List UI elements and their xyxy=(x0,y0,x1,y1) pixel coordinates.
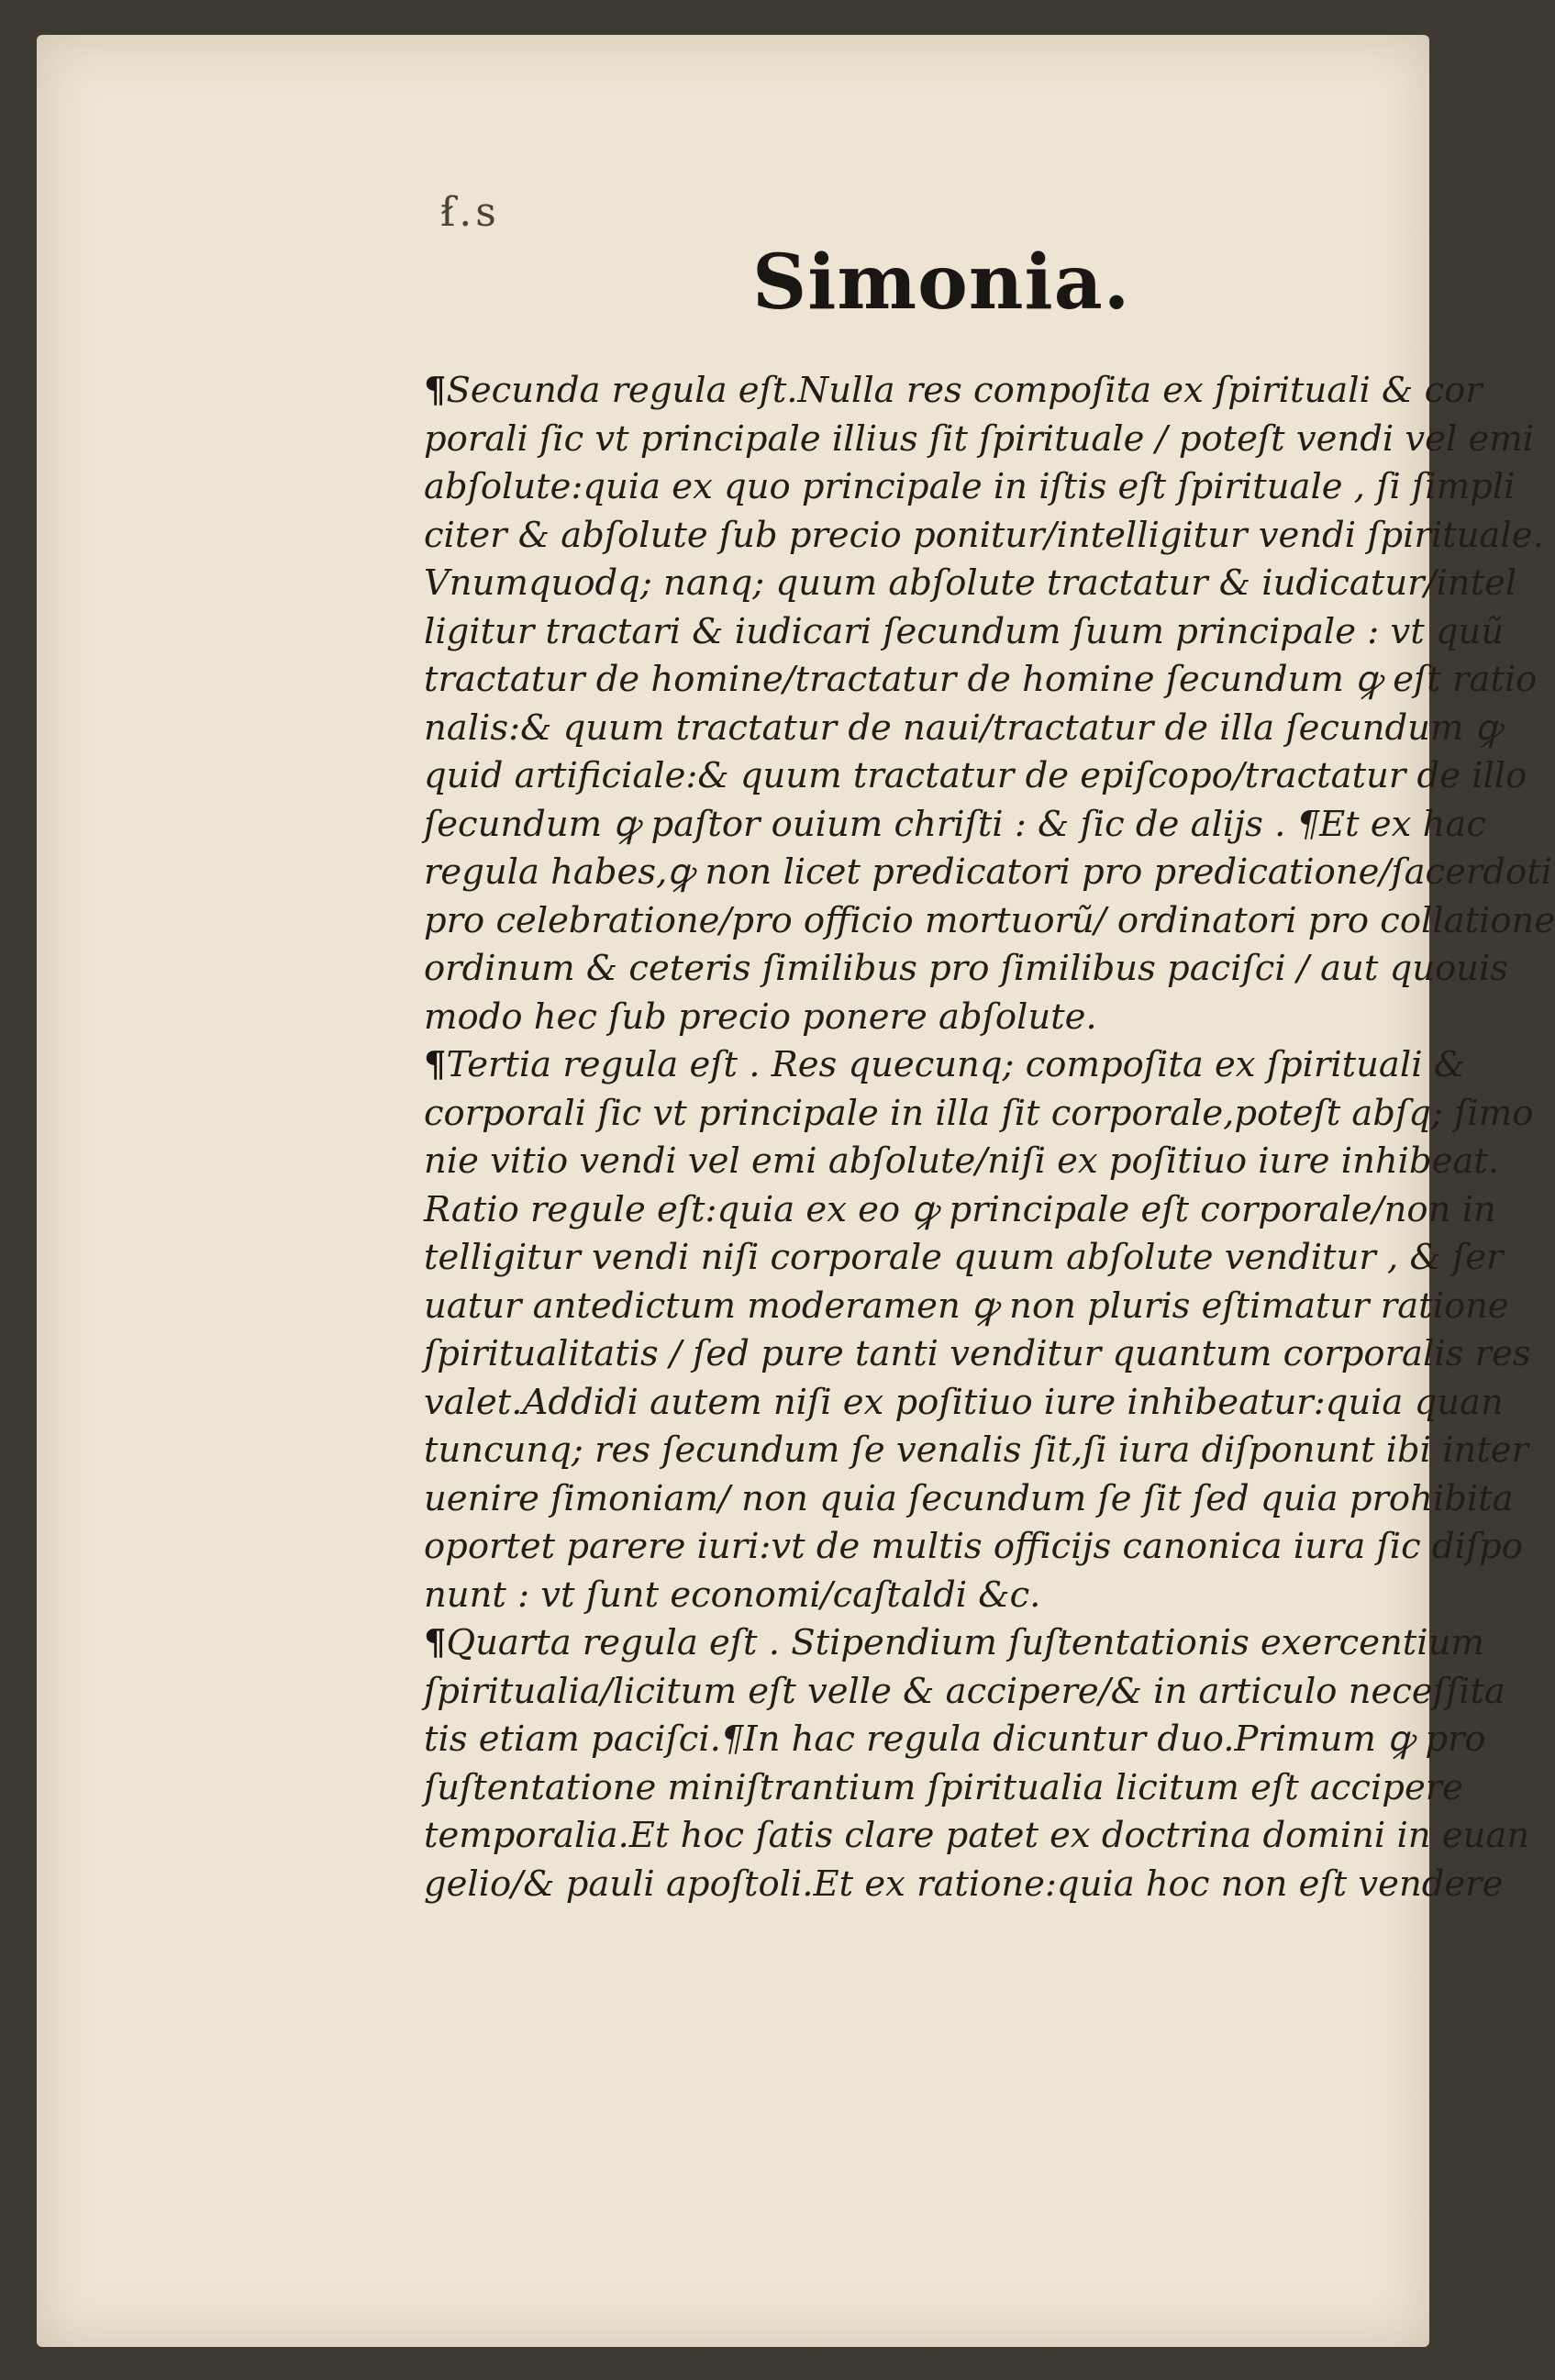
running-title: Simonia. xyxy=(752,239,1131,327)
text-line: uenire ſimoniam/ non quia ſecundum ſe ſit ſed quia prohibita xyxy=(424,1477,1514,1519)
text-line: gelio/& pauli apoſtoli.Et ex ratione:quia hoc non eſt vendere xyxy=(424,1863,1504,1905)
text-line: uatur antedictum moderamen ꝙ non pluris eſtimatur ratione xyxy=(424,1285,1509,1327)
text-line: modo hec ſub precio ponere abſolute. xyxy=(424,995,1097,1038)
text-line: nalis:& quum tractatur de naui/tractatur de illa ſecundum ꝙ xyxy=(424,706,1502,749)
text-line: ¶Secunda regula eſt.Nulla res compoſita ex ſpirituali & cor xyxy=(424,370,1483,411)
pilcrow-mark: ¶ xyxy=(424,1622,447,1663)
pilcrow-mark: ¶ xyxy=(424,370,447,411)
text-line: telligitur vendi niſi corporale quum abſolute venditur , & ſer xyxy=(424,1237,1504,1278)
text-line: temporalia.Et hoc ſatis clare patet ex doctrina domini in euan xyxy=(424,1815,1530,1856)
text-line: ordinum & ceteris ſimilibus pro ſimilibus paciſci / aut quouis xyxy=(424,948,1509,989)
text-line: tractatur de homine/tractatur de homine ſecundum ꝙ eſt ratio xyxy=(424,659,1538,700)
text-line: ſpiritualitatis / ſed pure tanti venditur quantum corporalis res xyxy=(424,1333,1531,1374)
pilcrow-mark: ¶ xyxy=(424,1044,447,1085)
text-line: valet.Addidi autem niſi ex poſitiuo iure inhibeatur:quia quan xyxy=(424,1381,1504,1423)
text-line: abſolute:quia ex quo principale in iſtis eſt ſpirituale , ſi ſimpli xyxy=(424,466,1516,507)
text-line: ſpiritualia/licitum eſt velle & accipere/& in articulo neceſſita xyxy=(424,1670,1505,1712)
text-line: citer & abſolute ſub precio ponitur/intelligitur vendi ſpirituale. xyxy=(424,514,1544,556)
text-line: tis etiam paciſci.¶In hac regula dicuntur duo.Primum ꝙ pro xyxy=(424,1718,1486,1760)
text-line: ¶Quarta regula eſt . Stipendium ſuſtentationis exercentium xyxy=(424,1622,1484,1663)
text-line: nie vitio vendi vel emi abſolute/niſi ex poſitiuo iure inhibeat. xyxy=(424,1140,1500,1182)
book-page xyxy=(37,35,1555,2347)
text-line: regula habes,ꝙ non licet predicatori pro predicatione/ſacerdoti xyxy=(424,851,1552,893)
text-line: tuncunq; res ſecundum ſe venalis ſit,ſi iura diſponunt ibi inter xyxy=(424,1429,1528,1471)
text-line: oportet parere iuri:vt de multis officijs canonica iura ſic diſpo xyxy=(424,1526,1523,1567)
folio-mark: ẜ.s xyxy=(440,189,500,236)
body-text xyxy=(424,367,1555,1908)
text-line: ſuſtentatione miniſtrantium ſpiritualia licitum eſt accipere xyxy=(424,1766,1463,1808)
text-line: Ratio regule eſt:quia ex eo ꝙ principale eſt corporale/non in xyxy=(424,1188,1496,1230)
text-line: ligitur tractari & iudicari ſecundum ſuum principale : vt quũ xyxy=(424,610,1505,652)
text-line: Vnumquodq; nanq; quum abſolute tractatur & iudicatur/intel xyxy=(424,562,1517,604)
text-line: quid artificiale:& quum tractatur de epiſcopo/tractatur de illo xyxy=(424,755,1527,796)
text-line: corporali ſic vt principale in illa ſit corporale,poteſt abſq; ſimo xyxy=(424,1092,1534,1134)
text-line: ſecundum ꝙ paſtor ouium chriſti : & ſic de alijs . ¶Et ex hac xyxy=(424,803,1486,845)
text-line: porali ſic vt principale illius ſit ſpirituale / poteſt vendi vel emi xyxy=(424,417,1535,460)
text-line: nunt : vt ſunt economi/caſtaldi &c. xyxy=(424,1574,1041,1616)
text-line: ¶Tertia regula eſt . Res quecunq; compoſita ex ſpirituali & xyxy=(424,1044,1466,1085)
text-line: pro celebratione/pro officio mortuorũ/ ordinatori pro collatione xyxy=(424,899,1555,941)
